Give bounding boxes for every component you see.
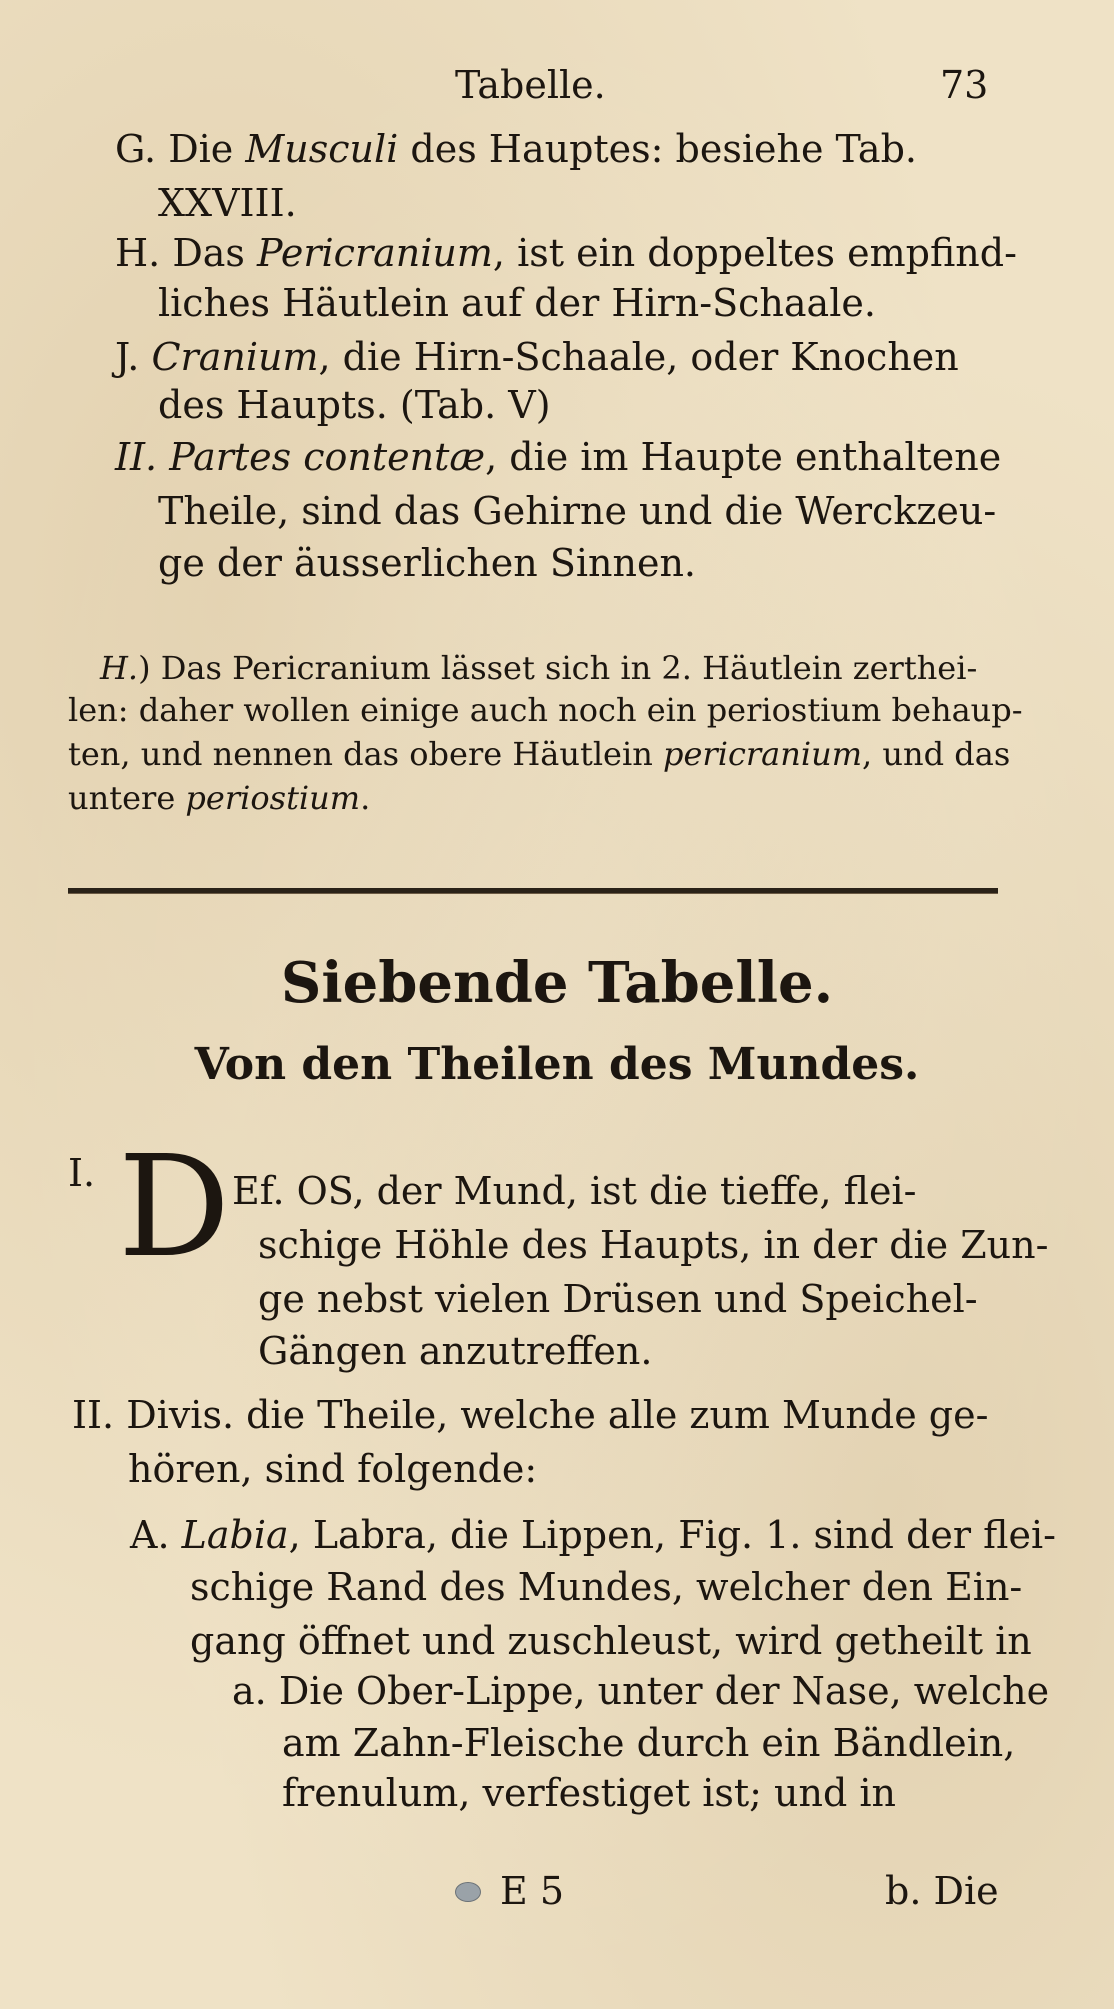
signature-mark: E 5: [500, 1869, 564, 1913]
item-a-sub-line: a. Die Ober-Lippe, unter der Nase, welche: [232, 1669, 1050, 1713]
note-line: ten, und nennen das obere Häutlein pericranium, und das: [68, 735, 1011, 773]
definition-number: I.: [68, 1151, 96, 1195]
divisio-line: II. Divis. die Theile, welche alle zum Munde ge-: [72, 1393, 989, 1437]
definition-line: schige Höhle des Haupts, in der die Zun-: [258, 1223, 1049, 1267]
section-divider: [68, 888, 998, 894]
item-a-line: A. Labia, Labra, die Lippen, Fig. 1. sind der flei-: [130, 1513, 1056, 1557]
definition-line: ge nebst vielen Drüsen und Speichel-: [258, 1277, 978, 1321]
upper-line: Theile, sind das Gehirne und die Werckzeu-: [158, 489, 997, 533]
upper-line: liches Häutlein auf der Hirn-Schaale.: [158, 281, 876, 325]
item-a-line: gang öffnet und zuschleust, wird getheilt in: [190, 1619, 1032, 1663]
item-a-line: schige Rand des Mundes, welcher den Ein-: [190, 1565, 1023, 1609]
definition-line: Ef. OS, der Mund, ist die tieffe, flei-: [232, 1169, 917, 1213]
item-a-sub-line: am Zahn-Fleische durch ein Bändlein,: [282, 1721, 1016, 1765]
drop-cap: D: [118, 1126, 231, 1289]
upper-line: G. Die Musculi des Hauptes: besiehe Tab.: [115, 127, 917, 171]
upper-line: II. Partes contentæ, die im Haupte enthaltene: [115, 435, 1002, 479]
upper-line: H. Das Pericranium, ist ein doppeltes empfind-: [115, 231, 1017, 275]
upper-line: J. Cranium, die Hirn-Schaale, oder Knochen: [115, 335, 959, 379]
definition-line: Gängen anzutreffen.: [258, 1329, 653, 1373]
upper-line: XXVIII.: [158, 181, 297, 225]
item-a-sub-line: frenulum, verfestiget ist; und in: [282, 1771, 897, 1815]
upper-line: des Haupts. (Tab. V): [158, 383, 551, 427]
library-stamp-mark: [455, 1882, 481, 1902]
note-line: untere periostium.: [68, 779, 371, 817]
upper-line: ge der äusserlichen Sinnen.: [158, 541, 697, 585]
page-number: 73: [940, 63, 989, 107]
catchword: b. Die: [885, 1869, 999, 1913]
note-line: len: daher wollen einige auch noch ein periostium behaup-: [68, 691, 1023, 729]
section-title: Siebende Tabelle.: [280, 950, 834, 1016]
section-subtitle: Von den Theilen des Mundes.: [194, 1039, 920, 1090]
divisio-line: hören, sind folgende:: [128, 1447, 538, 1491]
running-header-title: Tabelle.: [455, 63, 606, 107]
note-line: H.) Das Pericranium lässet sich in 2. Häutlein zerthei-: [100, 649, 978, 687]
